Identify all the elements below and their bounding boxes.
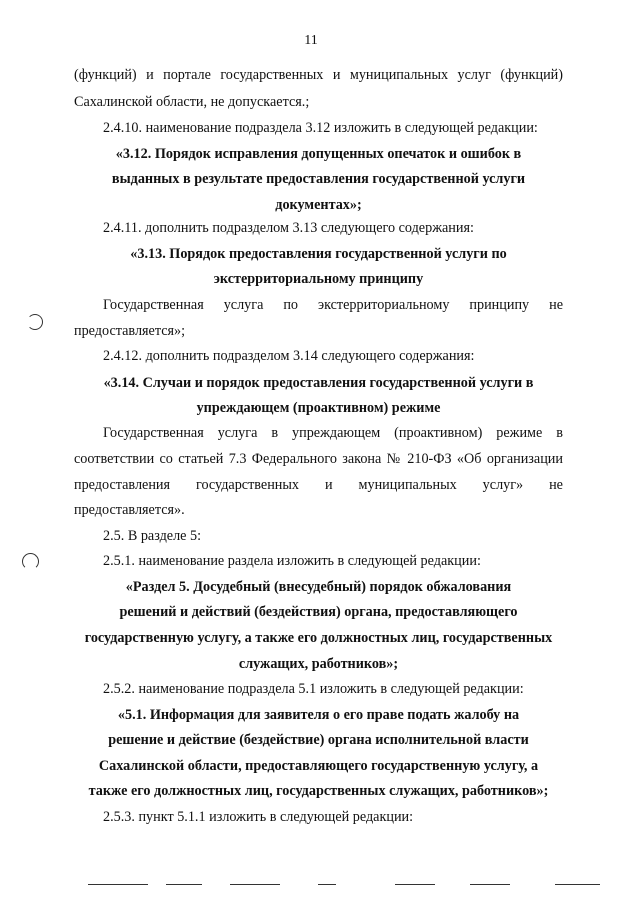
scan-edge-line (555, 884, 600, 885)
heading-line: служащих, работников»; (238, 656, 399, 672)
text-line: Государственная услуга по экстерриториальному принципу не (103, 297, 563, 313)
heading-line: Сахалинской области, предоставляющего государственную услугу, а (98, 758, 539, 774)
scan-edge-line (166, 884, 202, 885)
heading-line: «Раздел 5. Досудебный (внесудебный) порядок обжалования (125, 579, 512, 595)
text-line: (функций) и портале государственных и муниципальных услуг (функций) (74, 67, 563, 83)
text-line: 2.4.10. наименование подраздела 3.12 изложить в следующей редакции: (103, 120, 538, 136)
heading-line: государственную услугу, а также его должностных лиц, государственных (84, 630, 553, 646)
punch-hole-mark-icon (27, 314, 43, 330)
text-line: предоставляется». (74, 502, 185, 518)
scan-edge-line (88, 884, 148, 885)
heading-line: «3.13. Порядок предоставления государственной услуги по (130, 246, 507, 262)
heading-line: «3.14. Случаи и порядок предоставления государственной услуги в (103, 375, 534, 391)
text-line: 2.5.3. пункт 5.1.1 изложить в следующей редакции: (103, 809, 414, 825)
scan-edge-line (470, 884, 510, 885)
scan-edge-line (395, 884, 435, 885)
punch-hole-mark-icon (22, 553, 39, 570)
text-line: соответствии со статьей 7.3 Федерального закона № 210-ФЗ «Об организации (74, 451, 563, 467)
text-line: 2.4.12. дополнить подразделом 3.14 следующего содержания: (103, 348, 475, 364)
text-line: 2.5.1. наименование раздела изложить в следующей редакции: (103, 553, 481, 569)
heading-line: документах»; (275, 197, 362, 213)
heading-line: «5.1. Информация для заявителя о его праве подать жалобу на (117, 707, 520, 723)
scan-edge-line (230, 884, 280, 885)
text-line: Сахалинской области, не допускается.; (74, 94, 310, 110)
text-line: 2.4.11. дополнить подразделом 3.13 следующего содержания: (103, 220, 474, 236)
heading-line: также его должностных лиц, государственных служащих, работников»; (88, 783, 549, 799)
heading-line: решений и действий (бездействия) органа, предоставляющего (119, 604, 518, 620)
text-line: 2.5. В разделе 5: (103, 528, 202, 544)
text-line: предоставляется»; (74, 323, 186, 339)
scan-edge-line (318, 884, 336, 885)
heading-line: выданных в результате предоставления государственной услуги (111, 171, 526, 187)
heading-line: упреждающем (проактивном) режиме (196, 400, 441, 416)
text-line: предоставления государственных и муниципальных услуг» не (74, 477, 563, 493)
heading-line: «3.12. Порядок исправления допущенных опечаток и ошибок в (115, 146, 522, 162)
text-line: 2.5.2. наименование подраздела 5.1 изложить в следующей редакции: (103, 681, 524, 697)
heading-line: решение и действие (бездействие) органа исполнительной власти (108, 732, 529, 748)
page-number: 11 (304, 33, 318, 48)
heading-line: экстерриториальному принципу (213, 271, 424, 287)
text-line: Государственная услуга в упреждающем (проактивном) режиме в (103, 425, 563, 441)
